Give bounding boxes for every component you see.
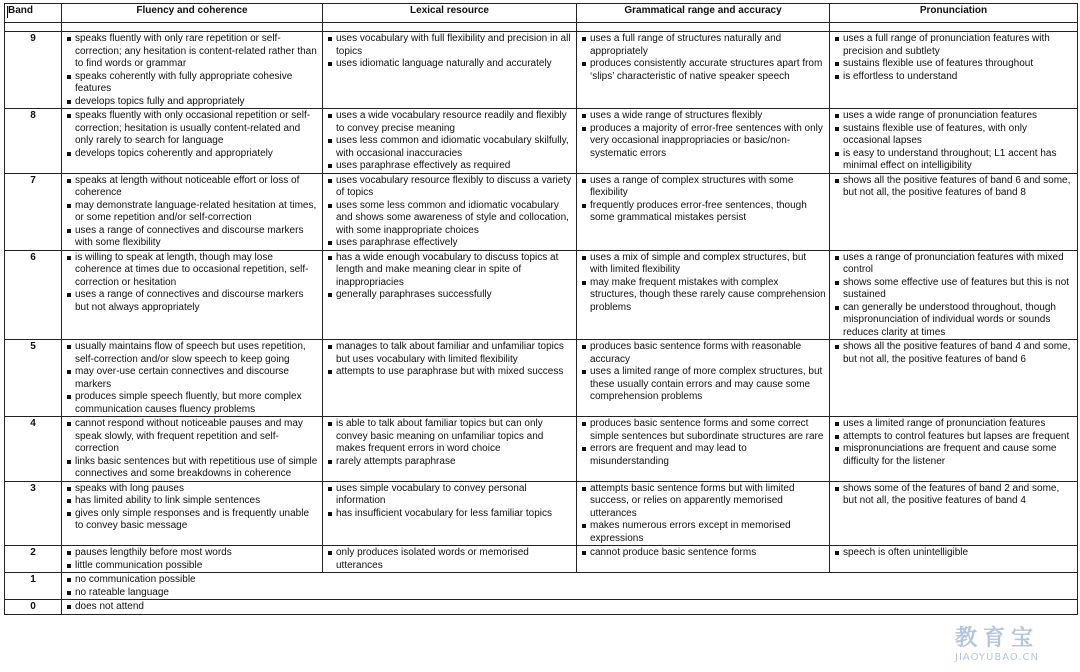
header-row [5, 4, 1078, 23]
descriptor-list [580, 110, 826, 160]
descriptor-item: speaks fluently with only rare repetition or self-correction; any hesitation is content-related rather than to find words or grammar [75, 33, 319, 71]
descriptor-item: no rateable language [75, 587, 1074, 600]
descriptor-item: uses a range of connectives and discourse markers but not always appropriately [75, 289, 319, 314]
lexical-cell [323, 173, 577, 250]
descriptor-list [833, 547, 1074, 560]
pronunciation-cell [830, 340, 1078, 417]
spacer-cell [830, 23, 1078, 32]
band-number: 8 [5, 109, 62, 174]
descriptor-item: may demonstrate language-related hesitation at times, or some repetition and/or self-correction [75, 200, 319, 225]
watermark-logo [932, 626, 1062, 666]
band-descriptors-document [4, 3, 1077, 615]
descriptor-item: produces basic sentence forms and some correct simple sentences but subordinate structures are rare [590, 418, 826, 443]
descriptor-item: uses paraphrase effectively [336, 237, 573, 250]
lexical-cell [323, 250, 577, 340]
header-pronunciation: Pronunciation [830, 4, 1078, 23]
band-number: 6 [5, 250, 62, 340]
descriptor-list [833, 483, 1074, 508]
lexical-cell [323, 32, 577, 109]
descriptor-item: speaks fluently with only occasional repetition or self-correction; hesitation is usually content-related and only rarely to search for language [75, 110, 319, 148]
pronunciation-cell [830, 481, 1078, 546]
lexical-cell [323, 340, 577, 417]
descriptor-list [65, 547, 319, 572]
descriptor-item: makes numerous errors except in memorised expressions [590, 520, 826, 545]
descriptor-list [326, 33, 573, 71]
descriptor-list [326, 418, 573, 468]
spacer-cell [323, 23, 577, 32]
grammar-cell [577, 173, 830, 250]
band-row-1 [5, 573, 1078, 600]
descriptor-item: uses a mix of simple and complex structures, but with limited flexibility [590, 252, 826, 277]
descriptor-list [580, 418, 826, 468]
descriptor-item: is easy to understand throughout; L1 accent has minimal effect on intelligibility [843, 148, 1074, 173]
grammar-cell [577, 546, 830, 573]
descriptor-item: has a wide enough vocabulary to discuss topics at length and make meaning clear in spite of inappropriacies [336, 252, 573, 290]
descriptor-item: attempts to use paraphrase but with mixed success [336, 366, 573, 379]
descriptor-item: uses a wide vocabulary resource readily and flexibly to convey precise meaning [336, 110, 573, 135]
descriptor-item: gives only simple responses and is frequently unable to convey basic message [75, 508, 319, 533]
band-number: 0 [5, 600, 62, 615]
pronunciation-cell [830, 109, 1078, 174]
descriptor-item: uses a full range of pronunciation features with precision and subtlety [843, 33, 1074, 58]
descriptor-item: cannot produce basic sentence forms [590, 547, 826, 560]
descriptor-list [580, 175, 826, 225]
band-row-5 [5, 340, 1078, 417]
descriptor-item: uses a wide range of pronunciation features [843, 110, 1074, 123]
pronunciation-cell [830, 546, 1078, 573]
band-number: 4 [5, 417, 62, 482]
descriptor-item: shows all the positive features of band 4 and some, but not all, the positive features of band 6 [843, 341, 1074, 366]
descriptor-item: uses less common and idiomatic vocabulary skilfully, with occasional inaccuracies [336, 135, 573, 160]
descriptor-list [326, 547, 573, 572]
spacer-cell [577, 23, 830, 32]
pronunciation-cell [830, 417, 1078, 482]
descriptor-list [65, 483, 319, 533]
descriptor-item: attempts basic sentence forms but with limited success, or relies on apparently memorised utterances [590, 483, 826, 521]
descriptor-item: is willing to speak at length, though may lose coherence at times due to occasional repetition, self-correction or hesitation [75, 252, 319, 290]
descriptor-list [833, 341, 1074, 366]
descriptor-list [580, 252, 826, 315]
descriptor-item: sustains flexible use of features throughout [843, 58, 1074, 71]
fluency-cell [62, 340, 323, 417]
band-row-7 [5, 173, 1078, 250]
text-cursor [7, 6, 8, 18]
table-body [5, 23, 1078, 615]
band-row-4 [5, 417, 1078, 482]
descriptor-list [833, 33, 1074, 83]
descriptor-item: uses idiomatic language naturally and accurately [336, 58, 573, 71]
band-number: 5 [5, 340, 62, 417]
descriptor-item: uses a limited range of more complex structures, but these usually contain errors and may cause some comprehension problems [590, 366, 826, 404]
fluency-cell [62, 250, 323, 340]
band-descriptors-table [4, 3, 1078, 615]
descriptor-list [580, 33, 826, 83]
descriptor-item: may make frequent mistakes with complex structures, though these rarely cause comprehension problems [590, 276, 826, 313]
descriptor-list [833, 175, 1074, 200]
descriptor-item: errors are frequent and may lead to misunderstanding [590, 443, 826, 468]
descriptor-item: does not attend [75, 601, 1074, 614]
band-row-0 [5, 600, 1078, 615]
header-band: Band [5, 4, 62, 23]
descriptor-item: manages to talk about familiar and unfamiliar topics but uses vocabulary with limited flexibility [336, 341, 573, 366]
descriptor-list [326, 483, 573, 521]
descriptor-list [65, 601, 1074, 614]
grammar-cell [577, 481, 830, 546]
descriptor-list [833, 418, 1074, 468]
descriptor-item: can generally be understood throughout, though mispronunciation of individual words or sounds reduces clarity at times [843, 302, 1074, 340]
grammar-cell [577, 32, 830, 109]
band-row-6 [5, 250, 1078, 340]
descriptor-item: is able to talk about familiar topics but can only convey basic meaning on unfamiliar topics and makes frequent errors in word choice [336, 418, 573, 456]
descriptor-item: only produces isolated words or memorised utterances [336, 547, 573, 572]
descriptor-item: generally paraphrases successfully [336, 289, 573, 302]
descriptor-list [580, 341, 826, 404]
descriptor-list [65, 252, 319, 315]
header-lexical: Lexical resource [323, 4, 577, 23]
fluency-cell [62, 481, 323, 546]
descriptor-list [65, 418, 319, 481]
descriptor-item: uses a range of pronunciation features with mixed control [843, 252, 1074, 277]
pronunciation-cell [830, 250, 1078, 340]
grammar-cell [577, 250, 830, 340]
descriptor-list [65, 33, 319, 108]
descriptor-item: speaks at length without noticeable effort or loss of coherence [75, 175, 319, 200]
descriptor-list [326, 110, 573, 173]
descriptor-item: cannot respond without noticeable pauses and may speak slowly, with frequent repetition and self-correction [75, 418, 319, 456]
grammar-cell [577, 417, 830, 482]
descriptor-item: rarely attempts paraphrase [336, 456, 573, 469]
descriptor-list [326, 175, 573, 250]
descriptor-item: sustains flexible use of features, with only occasional lapses [843, 123, 1074, 148]
descriptor-item: uses a range of complex structures with some flexibility [590, 175, 826, 200]
descriptor-item: speaks coherently with fully appropriate cohesive features [75, 71, 319, 96]
descriptor-item: no communication possible [75, 574, 1074, 587]
descriptor-list [65, 574, 1074, 599]
band-row-9 [5, 32, 1078, 109]
merged-descriptor-cell [62, 573, 1078, 600]
watermark-url: JIAOYUBAO.CN [955, 652, 1039, 663]
descriptor-item: shows some effective use of features but this is not sustained [843, 277, 1074, 302]
band-row-3 [5, 481, 1078, 546]
descriptor-item: has insufficient vocabulary for less familiar topics [336, 508, 573, 521]
pronunciation-cell [830, 173, 1078, 250]
descriptor-item: develops topics fully and appropriately [75, 96, 319, 109]
descriptor-item: frequently produces error-free sentences, though some grammatical mistakes persist [590, 200, 826, 225]
fluency-cell [62, 417, 323, 482]
descriptor-item: uses vocabulary with full flexibility and precision in all topics [336, 33, 573, 58]
fluency-cell [62, 32, 323, 109]
descriptor-item: shows some of the features of band 2 and some, but not all, the positive features of band 4 [843, 483, 1074, 508]
descriptor-item: speech is often unintelligible [843, 547, 1074, 560]
descriptor-item: uses simple vocabulary to convey personal information [336, 483, 573, 508]
descriptor-list [580, 483, 826, 546]
band-number: 2 [5, 546, 62, 573]
descriptor-item: shows all the positive features of band 6 and some, but not all, the positive features of band 8 [843, 175, 1074, 200]
descriptor-item: attempts to control features but lapses are frequent [843, 431, 1074, 444]
spacer-cell [5, 23, 62, 32]
descriptor-item: uses a full range of structures naturally and appropriately [590, 33, 826, 58]
band-row-2 [5, 546, 1078, 573]
pronunciation-cell [830, 32, 1078, 109]
descriptor-item: may over-use certain connectives and discourse markers [75, 366, 319, 391]
descriptor-item: pauses lengthily before most words [75, 547, 319, 560]
lexical-cell [323, 481, 577, 546]
lexical-cell [323, 417, 577, 482]
descriptor-item: produces simple speech fluently, but more complex communication causes fluency problems [75, 391, 319, 416]
fluency-cell [62, 173, 323, 250]
descriptor-item: uses a limited range of pronunciation features [843, 418, 1074, 431]
descriptor-item: links basic sentences but with repetitious use of simple connectives and some breakdowns in coherence [75, 455, 318, 479]
descriptor-list [833, 252, 1074, 340]
descriptor-item: uses a wide range of structures flexibly [590, 110, 826, 123]
descriptor-list [65, 341, 319, 416]
descriptor-item: uses some less common and idiomatic vocabulary and shows some awareness of style and collocation, with some inappropriate choices [336, 200, 573, 238]
descriptor-list [326, 341, 573, 379]
grammar-cell [577, 109, 830, 174]
descriptor-item: produces a majority of error-free sentences with only very occasional inappropriacies or basic/non-systematic errors [590, 123, 826, 161]
fluency-cell [62, 109, 323, 174]
descriptor-item: uses paraphrase effectively as required [336, 160, 573, 173]
band-number: 1 [5, 573, 62, 600]
descriptor-list [65, 110, 319, 160]
header-fluency: Fluency and coherence [62, 4, 323, 23]
descriptor-list [65, 175, 319, 250]
descriptor-item: produces consistently accurate structures apart from ‘slips’ characteristic of native speaker speech [590, 58, 826, 83]
descriptor-list [326, 252, 573, 302]
descriptor-list [580, 547, 826, 560]
descriptor-item: usually maintains flow of speech but uses repetition, self-correction and/or slow speech to keep going [75, 341, 319, 366]
header-spacer-row [5, 23, 1078, 32]
descriptor-list [833, 110, 1074, 173]
band-row-8 [5, 109, 1078, 174]
band-number: 9 [5, 32, 62, 109]
descriptor-item: speaks with long pauses [75, 483, 319, 496]
fluency-cell [62, 546, 323, 573]
header-grammar: Grammatical range and accuracy [577, 4, 830, 23]
descriptor-item: little communication possible [75, 560, 319, 573]
descriptor-item: uses vocabulary resource flexibly to discuss a variety of topics [336, 174, 572, 198]
lexical-cell [323, 109, 577, 174]
band-number: 3 [5, 481, 62, 546]
merged-descriptor-cell [62, 600, 1078, 615]
lexical-cell [323, 546, 577, 573]
descriptor-item: has limited ability to link simple sentences [75, 495, 319, 508]
grammar-cell [577, 340, 830, 417]
descriptor-item: mispronunciations are frequent and cause some difficulty for the listener [843, 443, 1074, 468]
descriptor-item: produces basic sentence forms with reasonable accuracy [590, 341, 826, 366]
watermark-text: 教育宝 [954, 626, 1039, 651]
spacer-cell [62, 23, 323, 32]
descriptor-item: is effortless to understand [843, 71, 1074, 84]
band-number: 7 [5, 173, 62, 250]
descriptor-item: uses a range of connectives and discourse markers with some flexibility [75, 225, 319, 250]
descriptor-item: develops topics coherently and appropriately [75, 148, 319, 161]
